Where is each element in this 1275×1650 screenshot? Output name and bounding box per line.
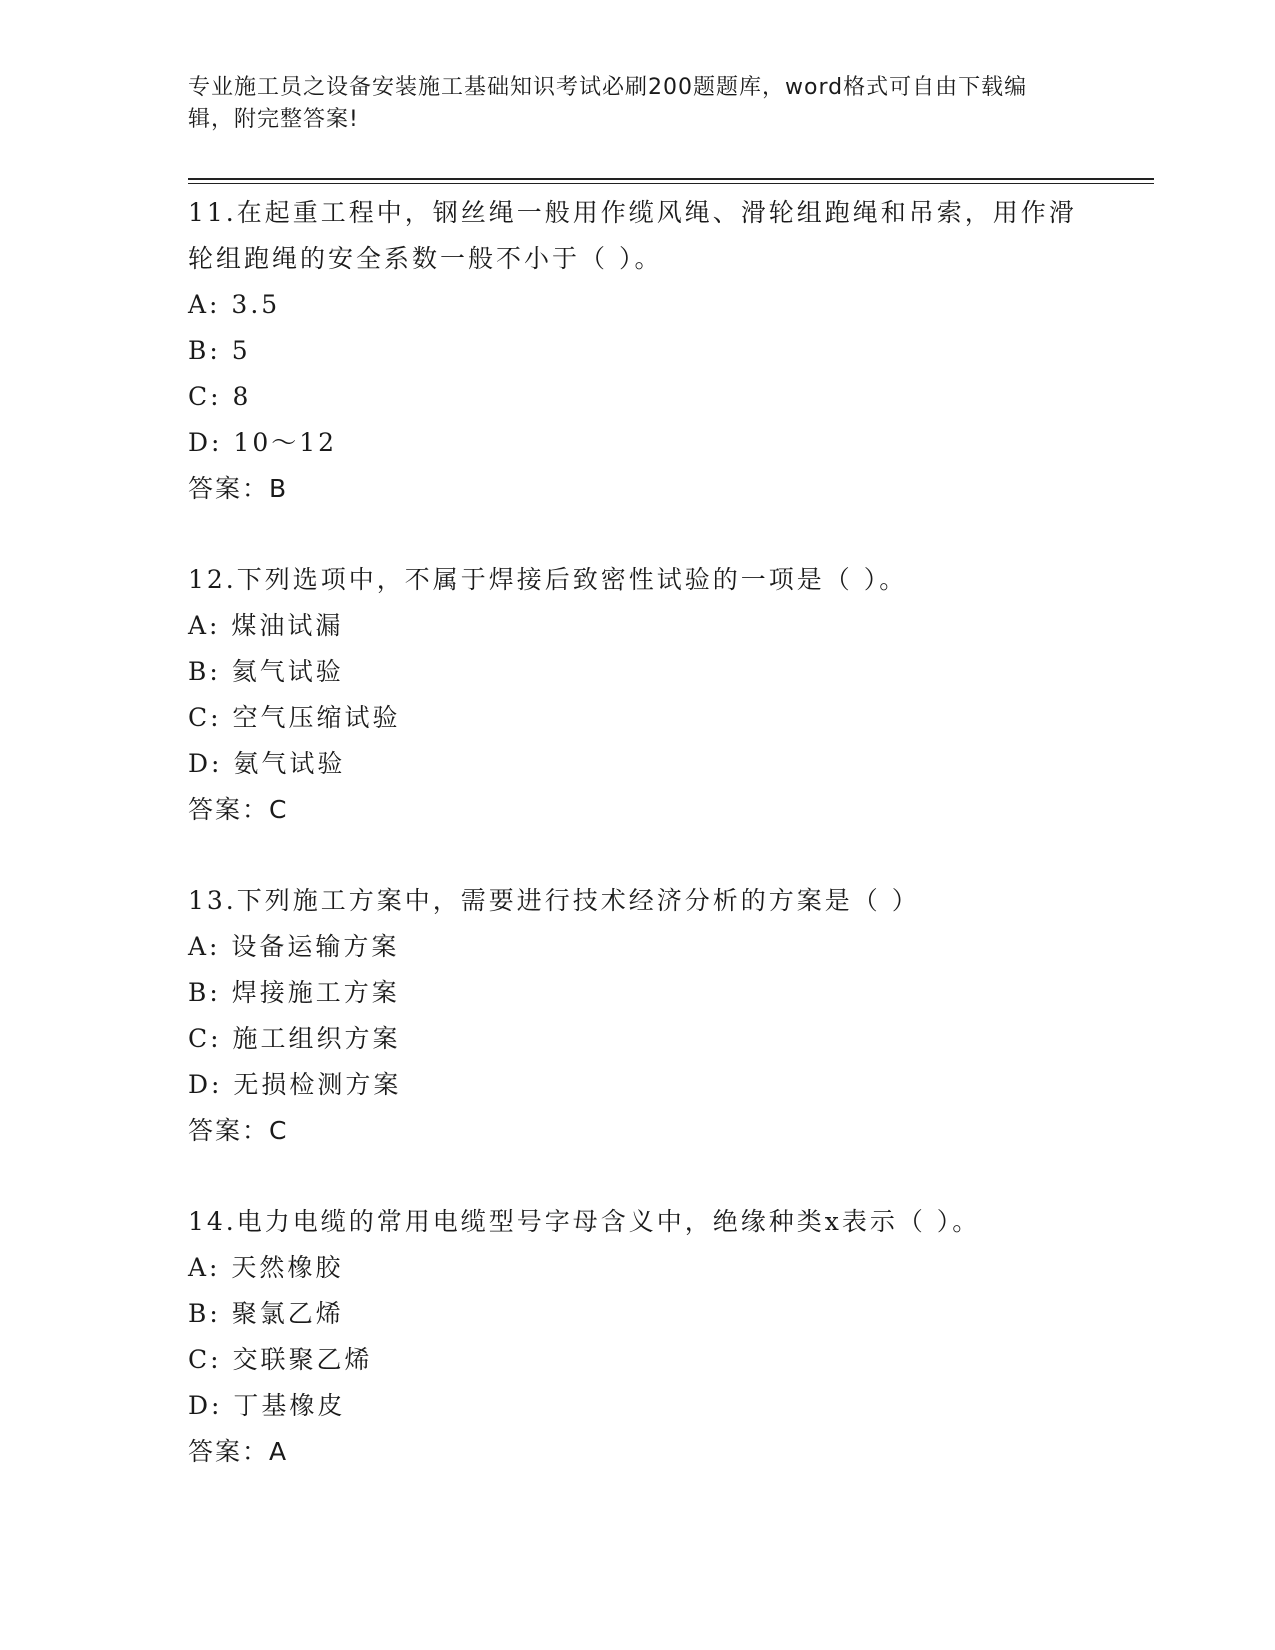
question-13 [188,878,1088,1154]
option-c: C: 交联聚乙烯 [188,1345,373,1374]
question-12 [188,557,1088,833]
answer-line: 答案：A [188,1437,289,1466]
option-c: C: 8 [188,382,252,411]
option-a: A: 煤油试漏 [188,611,344,640]
option-c: C: 施工组织方案 [188,1024,401,1053]
option-b: B: 聚氯乙烯 [188,1299,344,1328]
question-stem: 12.下列选项中，不属于焊接后致密性试验的一项是（ ）。 [188,565,908,594]
answer-line: 答案：B [188,474,289,503]
option-a: A: 3.5 [188,290,281,319]
question-list [188,190,1088,1520]
option-d: D: 氨气试验 [188,749,346,778]
option-d: D: 10～12 [188,428,338,457]
question-14 [188,1199,1088,1475]
question-stem: 14.电力电缆的常用电缆型号字母含义中，绝缘种类x表示（ ）。 [188,1207,981,1236]
option-b: B: 5 [188,336,251,365]
question-stem: 11.在起重工程中，钢丝绳一般用作缆风绳、滑轮组跑绳和吊索，用作滑轮组跑绳的安全系数一般不小于（ ）。 [188,198,1077,273]
option-c: C: 空气压缩试验 [188,703,401,732]
answer-line: 答案：C [188,795,289,824]
option-a: A: 天然橡胶 [188,1253,344,1282]
option-b: B: 焊接施工方案 [188,978,400,1007]
option-d: D: 丁基橡皮 [188,1391,346,1420]
answer-line: 答案：C [188,1116,289,1145]
header-divider-thick [188,178,1154,180]
option-d: D: 无损检测方案 [188,1070,402,1099]
header-divider-thin [188,183,1154,184]
option-a: A: 设备运输方案 [188,932,400,961]
option-b: B: 氦气试验 [188,657,344,686]
question-stem: 13.下列施工方案中，需要进行技术经济分析的方案是（ ） [188,886,920,915]
document-header: 专业施工员之设备安装施工基础知识考试必刷200题题库，word格式可自由下载编辑，附完整答案! [188,75,1028,132]
question-11 [188,190,1088,512]
